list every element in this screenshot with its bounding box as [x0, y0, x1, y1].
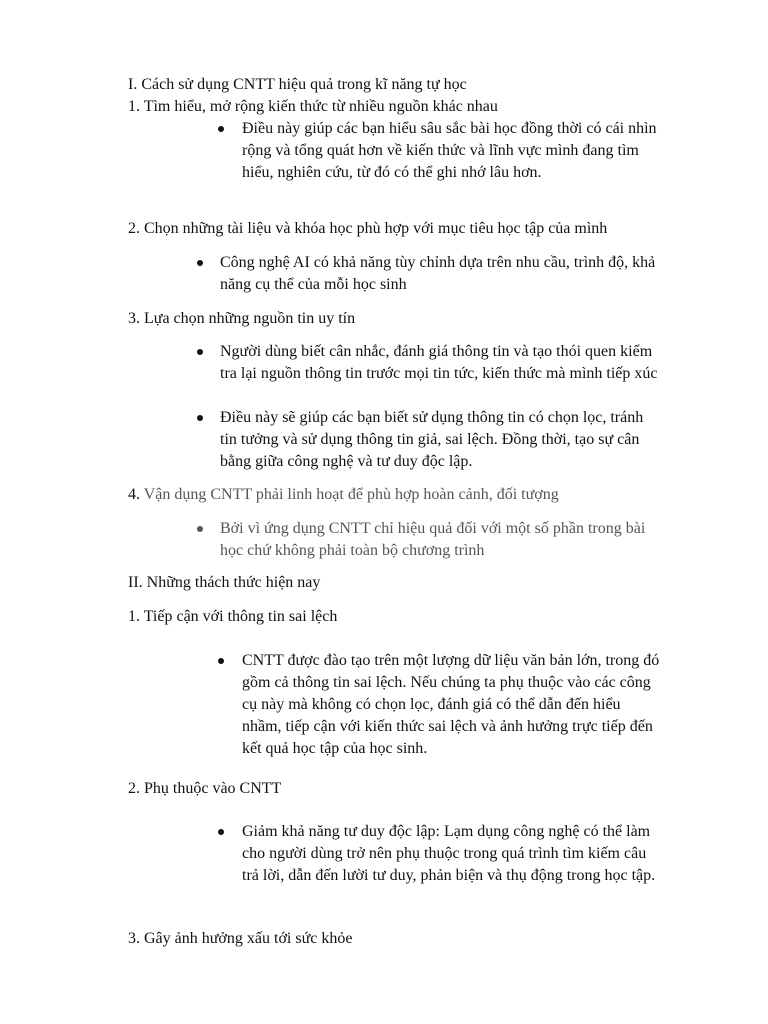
- bullet-icon: [218, 126, 224, 132]
- bullet-text: Điều này giúp các bạn hiểu sâu sắc bài học đồng thời có cái nhìn rộng và tổng quát hơn về kiến thức và lĩnh vực mình đang tìm hiểu, nghiên cứu, từ đó có thể ghi nhớ lâu hơn.: [242, 120, 657, 181]
- section-1-heading: I. Cách sử dụng CNTT hiệu quả trong kĩ năng tự học: [128, 76, 467, 93]
- section-2-heading: II. Những thách thức hiện nay: [128, 574, 321, 591]
- bullet-icon: [218, 829, 224, 835]
- bullet-text: Bởi vì ứng dụng CNTT chỉ hiệu quả đối với một số phần trong bài học chứ không phải toàn bộ chương trình: [220, 520, 646, 559]
- section-1-item-3: 3. Lựa chọn những nguồn tin uy tín: [128, 310, 356, 327]
- section-2-item-2: 2. Phụ thuộc vào CNTT: [128, 780, 282, 797]
- bullet-text: CNTT được đào tạo trên một lượng dữ liệu văn bản lớn, trong đó gồm cả thông tin sai lệch. Nếu chúng ta phụ thuộc vào các công cụ này mà không có chọn lọc, đánh giá có thể dẫn đến hiểu nhầm, tiếp cận với kiến thức sai lệch và ảnh hưởng trực tiếp đến kết quả học tập của học sinh.: [242, 652, 660, 757]
- bullet-text: Công nghệ AI có khả năng tùy chỉnh dựa trên nhu cầu, trình độ, khả năng cụ thể của mỗi học sinh: [220, 254, 656, 293]
- item-4-number: 4.: [128, 486, 140, 503]
- bullet-text: Điều này sẽ giúp các bạn biết sử dụng thông tin có chọn lọc, tránh tin tưởng và sử dụng thông tin giả, sai lệch. Đồng thời, tạo sự cân bằng giữa công nghệ và tư duy độc lập.: [220, 409, 644, 470]
- section-2-item-1: 1. Tiếp cận với thông tin sai lệch: [128, 608, 338, 625]
- section-2-item-3: 3. Gây ảnh hưởng xấu tới sức khỏe: [128, 930, 353, 947]
- bullet-icon: [197, 349, 203, 355]
- bullet-text: Người dùng biết cân nhắc, đánh giá thông tin và tạo thói quen kiểm tra lại nguồn thông tin trước mọi tin tức, kiến thức mà mình tiếp xúc: [220, 343, 658, 382]
- bullet-icon: [197, 526, 203, 532]
- bullet-icon: [218, 658, 224, 664]
- bullet-text: Giảm khả năng tư duy độc lập: Lạm dụng công nghệ có thể làm cho người dùng trở nên phụ thuộc trong quá trình tìm kiếm câu trả lời, dẫn đến lười tư duy, phản biện và thụ động trong học tập.: [242, 823, 656, 884]
- bullet-icon: [197, 415, 203, 421]
- bullet-icon: [197, 260, 203, 266]
- section-1-item-2: 2. Chọn những tài liệu và khóa học phù hợp với mục tiêu học tập của mình: [128, 220, 608, 237]
- section-1-item-1: 1. Tìm hiểu, mở rộng kiến thức từ nhiều nguồn khác nhau: [128, 98, 498, 115]
- section-1-item-4: [128, 484, 559, 506]
- item-4-text: Vận dụng CNTT phải linh hoạt để phù hợp hoàn cảnh, đối tượng: [140, 486, 559, 503]
